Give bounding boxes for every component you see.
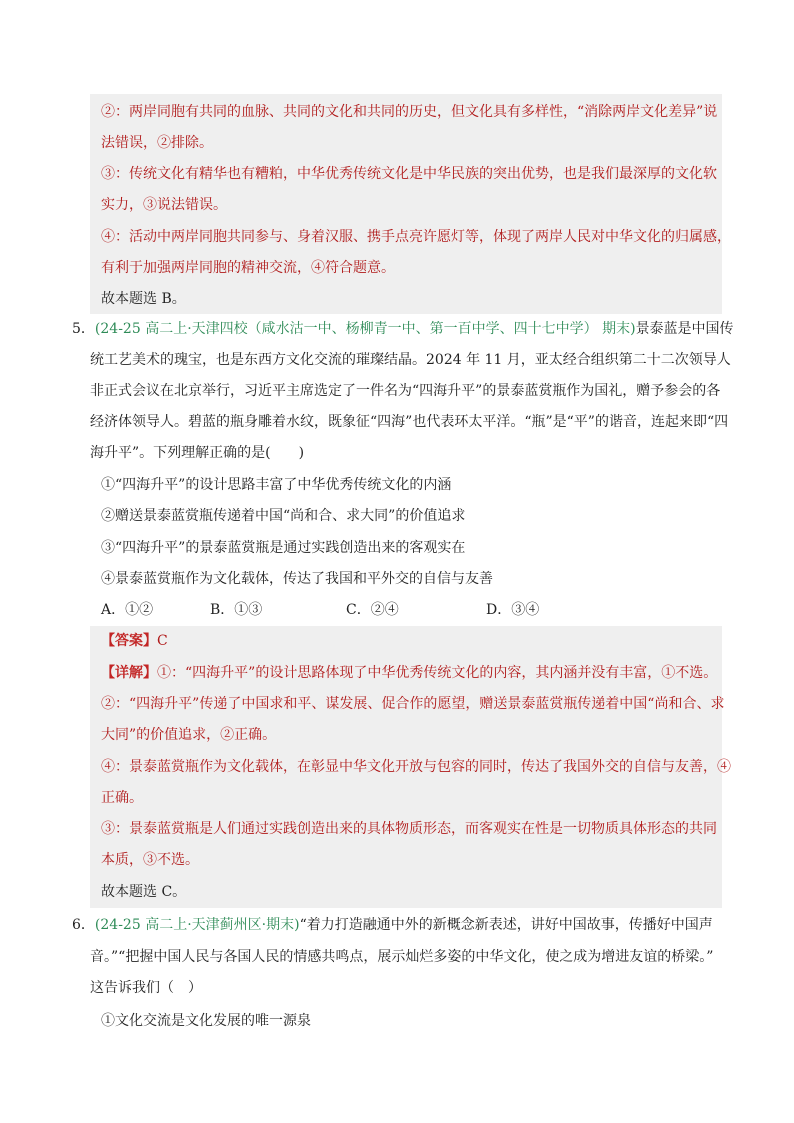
prev-explanation-line: ③：传统文化有精华也有糟粕，中华优秀传统文化是中华民族的突出优势，也是我们最深厚的文化软 — [101, 166, 717, 182]
q5-statement: ②赠送景泰蓝赏瓶传递着中国“尚和合、求大同”的价值追求 — [101, 508, 466, 524]
detail-line: 正确。 — [101, 790, 143, 806]
q6-stem-line — [72, 914, 713, 936]
option-d: D．③④ — [486, 602, 540, 618]
q6-stem-line: 音。”“把握中国人民与各国人民的情感共鸣点，展示灿烂多姿的中华文化，使之成为增进友谊的桥梁。” — [90, 949, 714, 965]
option-b: B．①③ — [210, 602, 263, 618]
option-c: C．②④ — [346, 602, 399, 618]
detail-line: 本质，③不选。 — [101, 852, 199, 868]
question-number: 6． — [72, 917, 95, 933]
q5-statement: ③“四海升平”的景泰蓝赏瓶是通过实践创造出来的客观实在 — [101, 540, 466, 556]
q6-stem-line: 这告诉我们（ ） — [90, 980, 202, 996]
prev-explanation-line: 实力，③说法错误。 — [101, 197, 227, 213]
answer-line — [101, 630, 168, 652]
detail-line: ②：“四海升平”传递了中国求和平、谋发展、促合作的愿望，赠送景泰蓝赏瓶传递着中国“尚和合、求 — [101, 696, 725, 712]
question-stem: “着力打造融通中外的新概念新表述，讲好中国故事，传播好中国声 — [299, 917, 713, 933]
q6-statement: ①文化交流是文化发展的唯一源泉 — [101, 1013, 311, 1029]
question-stem: 景泰蓝是中国传 — [635, 321, 734, 337]
detail-tag: 【详解】 — [101, 665, 157, 681]
prev-explanation-line: ②：两岸同胞有共同的血脉、共同的文化和共同的历史，但文化具有多样性，“消除两岸文化差异”说 — [101, 104, 718, 120]
prev-explanation-line: ④：活动中两岸同胞共同参与、身着汉服、携手点亮许愿灯等，体现了两岸人民对中华文化的归属感， — [101, 229, 731, 245]
detail-line — [101, 662, 717, 684]
detail-text: ①：“四海升平”的设计思路体现了中华优秀传统文化的内容，其内涵并没有丰富，①不选。 — [157, 665, 718, 681]
q5-statement: ④景泰蓝赏瓶作为文化载体，传达了我国和平外交的自信与友善 — [101, 571, 493, 587]
q5-stem-line: 经济体领导人。碧蓝的瓶身雕着水纹，既象征“四海”也代表环太平洋。“瓶”是“平”的谐音，连起来即“四 — [90, 414, 729, 430]
q5-stem-line: 统工艺美术的瑰宝，也是东西方文化交流的璀璨结晶。2024 年 11 月，亚太经合组织第二十二次领导人 — [90, 352, 731, 368]
q5-conclusion: 故本题选 C。 — [101, 884, 187, 900]
detail-line: 大同”的价值追求，②正确。 — [101, 727, 277, 743]
prev-explanation-line: 法错误，②排除。 — [101, 135, 213, 151]
option-a: A．①② — [101, 602, 154, 618]
q5-statement: ①“四海升平”的设计思路丰富了中华优秀传统文化的内涵 — [101, 477, 452, 493]
detail-line: ③：景泰蓝赏瓶是人们通过实践创造出来的具体物质形态，而客观实在性是一切物质具体形态的共同 — [101, 821, 717, 837]
question-source: (24-25 高二上·天津蓟州区·期末) — [94, 917, 300, 933]
q5-stem-line: 非正式会议在北京举行，习近平主席选定了一件名为“四海升平”的景泰蓝赏瓶作为国礼，赠予参会的各 — [90, 383, 721, 399]
answer-tag: 【答案】 — [101, 633, 157, 649]
q5-stem-line — [72, 318, 734, 340]
q5-stem-line: 海升平”。下列理解正确的是( ) — [90, 445, 305, 461]
question-source: (24-25 高二上·天津四校（咸水沽一中、杨柳青一中、第一百中学、四十七中学） 期末) — [94, 321, 636, 337]
answer-value: C — [157, 633, 168, 649]
prev-conclusion: 故本题选 B。 — [101, 291, 186, 307]
detail-line: ④：景泰蓝赏瓶作为文化载体，在彰显中华文化开放与包容的同时，传达了我国外交的自信与友善，④ — [101, 759, 731, 775]
prev-explanation-line: 有利于加强两岸同胞的精神交流，④符合题意。 — [101, 260, 395, 276]
question-number: 5． — [72, 321, 95, 337]
